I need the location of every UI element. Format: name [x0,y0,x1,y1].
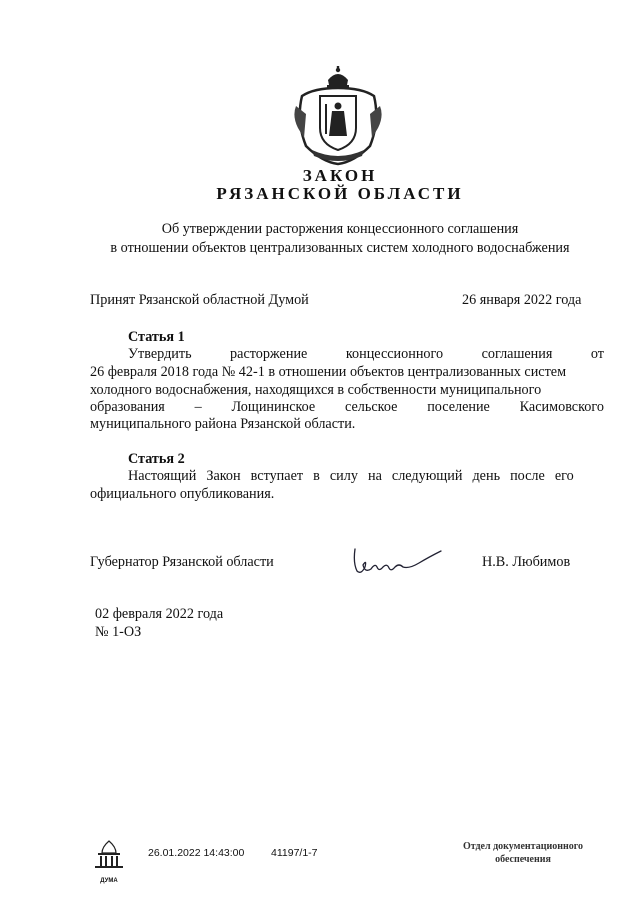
article-1-word: расторжение [230,346,308,362]
article-1-line [90,398,604,416]
article-1-word: сельское [345,399,398,415]
article-1-word: поселение [427,399,490,415]
issue-date: 02 февраля 2022 года [95,606,224,622]
article-2-heading: Статья 2 [128,451,185,467]
law-subject-line-1: Об утверждении расторжения концессионного соглашения [161,221,519,237]
article-1-line: холодного водоснабжения, находящихся в собственности муниципального [90,382,542,398]
department-stamp-line-1: Отдел документационного [462,841,584,852]
registration-timestamp: 26.01.2022 14:43:00 [148,847,245,859]
signatory-name: Н.В. Любимов [482,554,571,570]
article-2-line: официального опубликования. [90,486,275,502]
law-region-title: РЯЗАНСКОЙ ОБЛАСТИ [216,184,464,203]
adoption-label: Принят Рязанской областной Думой [90,292,309,308]
article-1-word: Лощининское [231,399,316,415]
law-number: № 1-ОЗ [95,624,142,640]
coat-of-arms-emblem [292,66,384,166]
law-title: ЗАКОН [302,166,378,185]
article-1-word: образования [90,399,165,415]
article-1-heading: Статья 1 [128,329,185,345]
article-1-word: Касимовского [519,399,604,415]
law-subject-line-2: в отношении объектов централизованных систем холодного водоснабжения [110,240,570,256]
registration-number: 41197/1-7 [271,847,318,859]
duma-logo-caption: ДУМА [100,878,118,884]
signatory-position: Губернатор Рязанской области [90,554,274,570]
article-1-line: 26 февраля 2018 года № 42-1 в отношении объектов централизованных систем [90,364,567,380]
handwritten-signature [349,545,444,577]
adoption-date: 26 января 2022 года [462,292,582,308]
department-stamp-line-2: обеспечения [495,854,551,865]
article-1-word: концессионного [345,346,444,362]
article-1-word: Утвердить [128,346,192,362]
article-1-word: соглашения [481,346,553,362]
duma-building-icon [92,839,126,877]
article-2-line: Настоящий Закон вступает в силу на следующий день после его [128,468,574,484]
article-1-line [128,345,604,363]
article-1-word: – [194,399,202,415]
article-1-line: муниципального района Рязанской области. [90,416,356,432]
article-1-word: от [590,346,604,362]
